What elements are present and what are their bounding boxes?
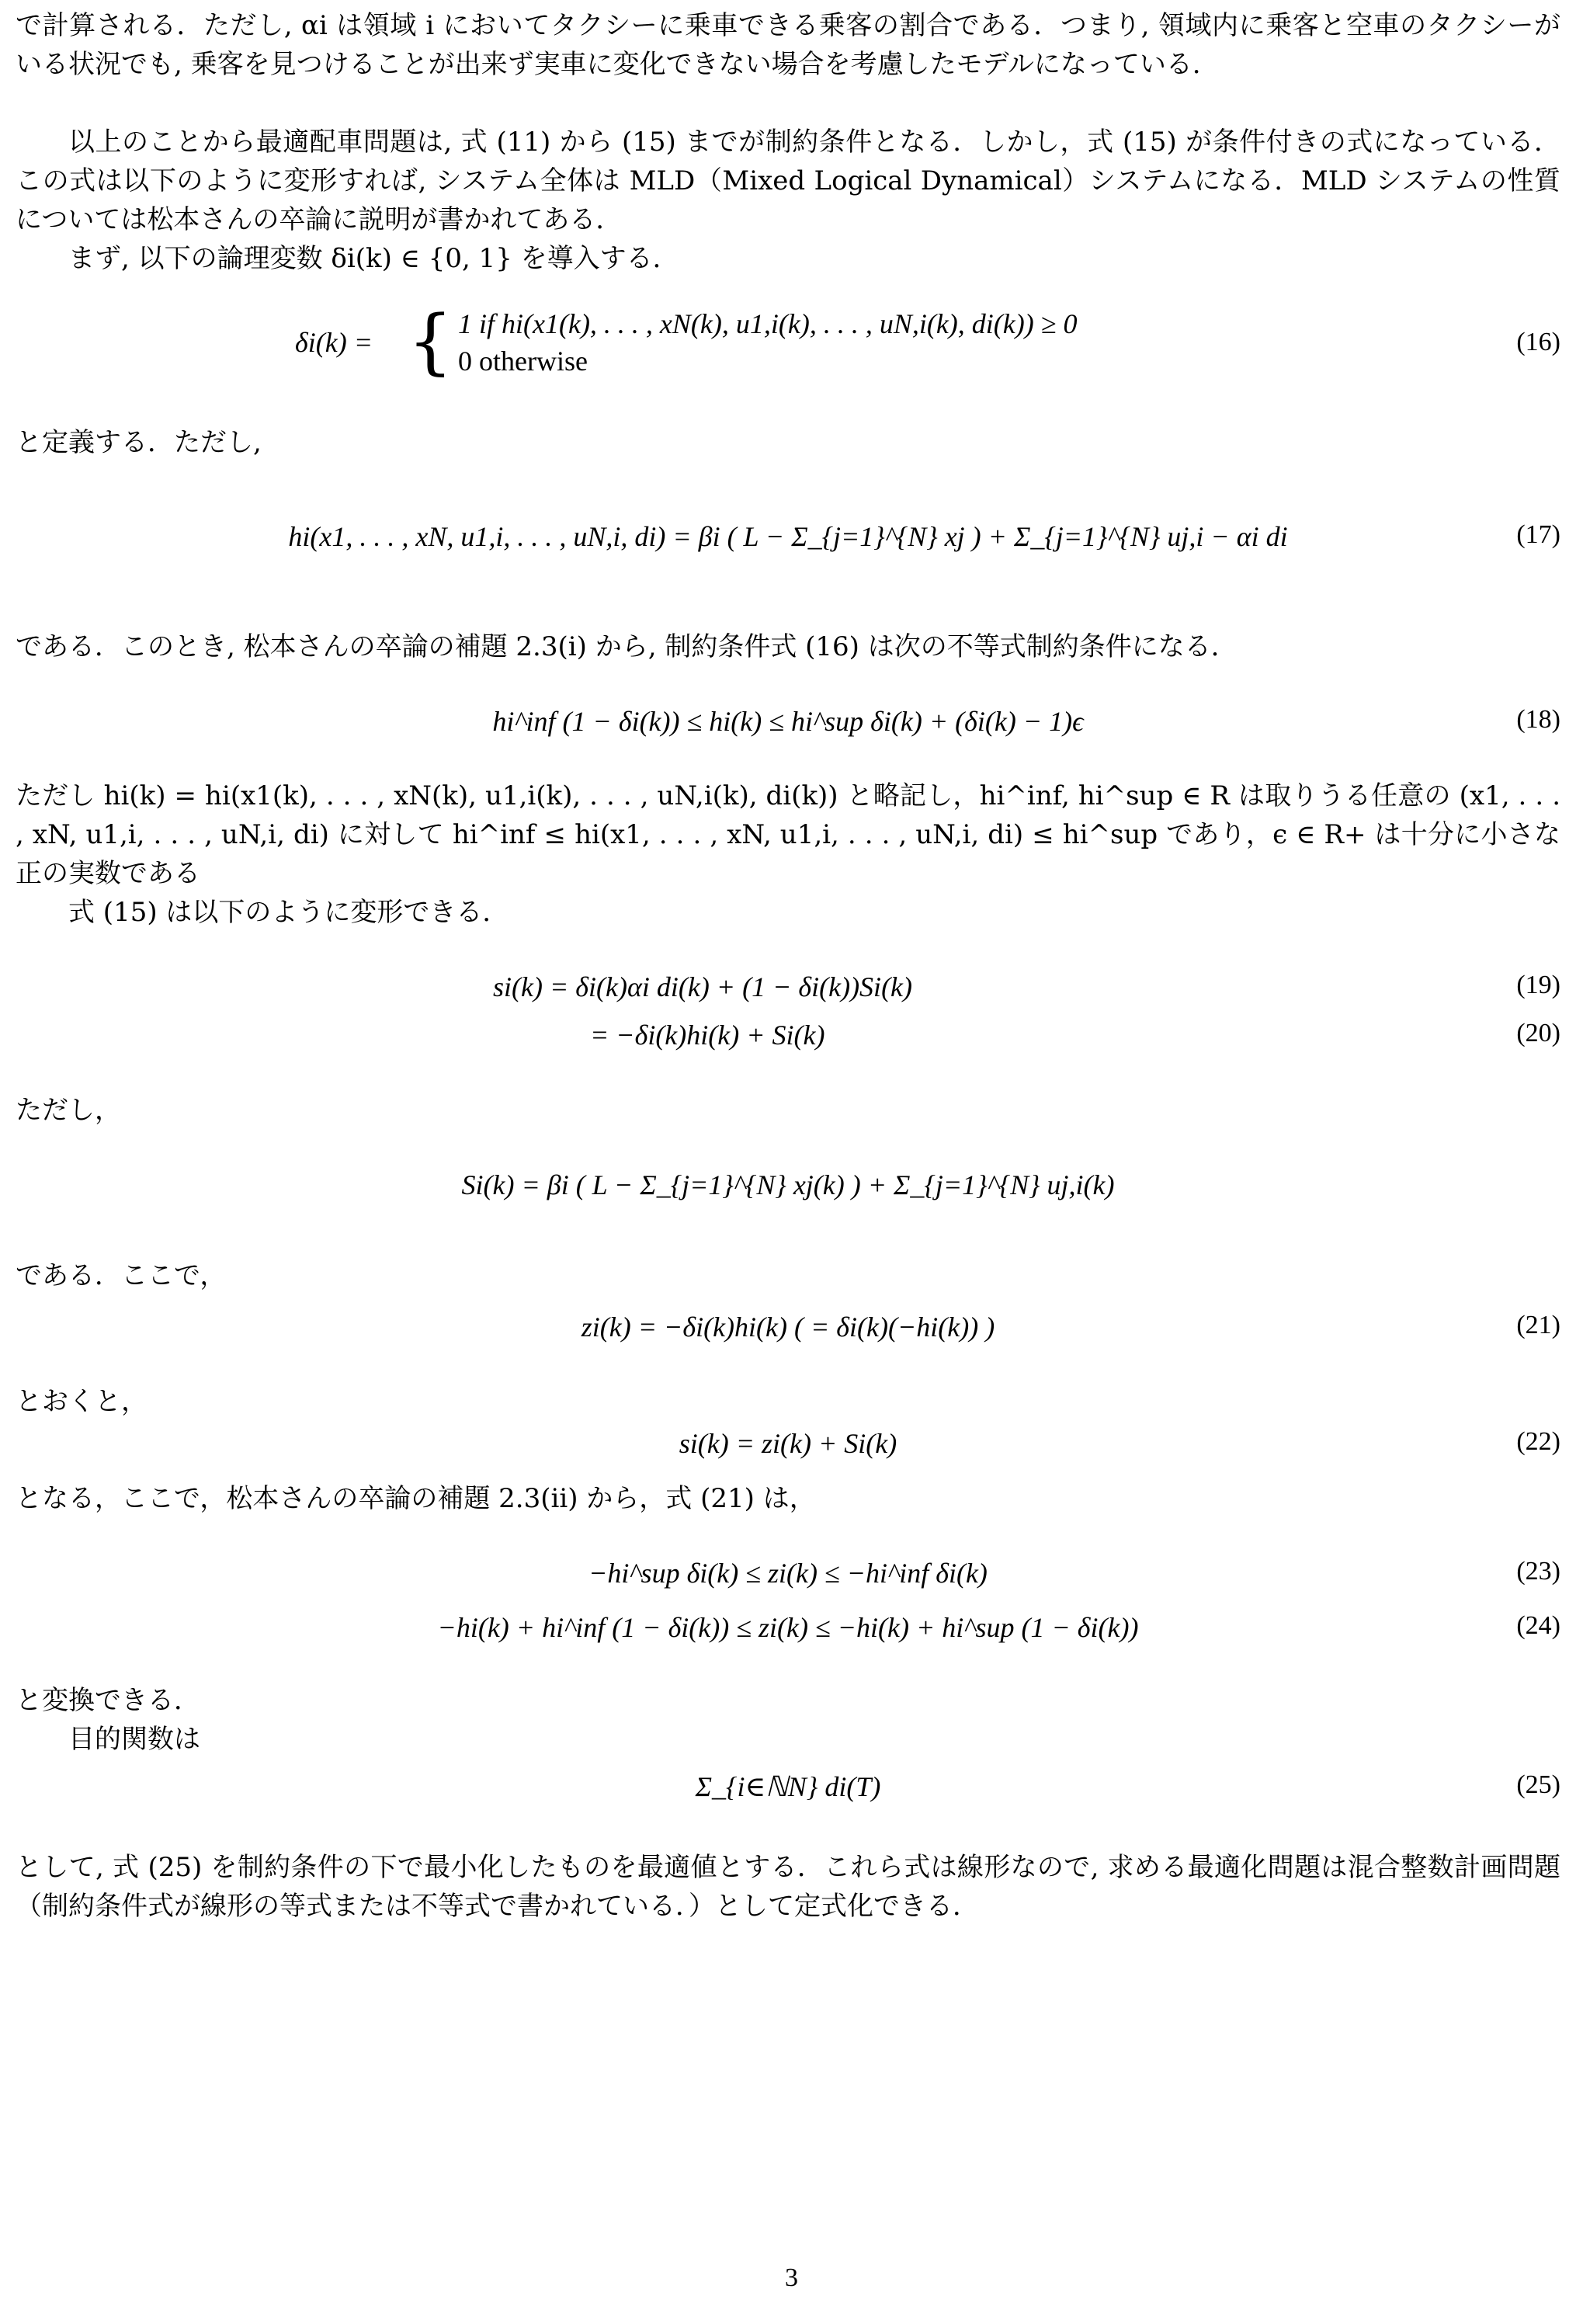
eq18-number: (18) xyxy=(1516,705,1560,734)
eq20-body: = −δi(k)hi(k) + Si(k) xyxy=(590,1020,825,1051)
equation-24 xyxy=(16,1611,1560,1658)
equation-23 xyxy=(16,1557,1560,1603)
eq16-brace: { xyxy=(408,300,453,383)
eq16-number: (16) xyxy=(1516,328,1560,356)
page-number: 3 xyxy=(785,2263,798,2292)
eq23-number: (23) xyxy=(1516,1557,1560,1586)
eq24-body: −hi(k) + hi^inf (1 − δi(k)) ≤ zi(k) ≤ −hi(k) + hi^sup (1 − δi(k)) xyxy=(437,1612,1139,1643)
eq25-body: Σ_{i∈ℕN} di(T) xyxy=(695,1771,881,1802)
eq18-body: hi^inf (1 − δi(k)) ≤ hi(k) ≤ hi^sup δi(k) + (δi(k) − 1)ϵ xyxy=(492,706,1084,737)
eq23-body: −hi^sup δi(k) ≤ zi(k) ≤ −hi^inf δi(k) xyxy=(588,1558,988,1589)
equation-S xyxy=(16,1161,1560,1223)
eq19-number: (19) xyxy=(1516,971,1560,999)
paragraph-koko-de: である．ここで， xyxy=(16,1260,227,1291)
eq25-number: (25) xyxy=(1516,1770,1560,1799)
paragraph-transform-15: 式 (15) は以下のように変形できる． xyxy=(68,897,509,928)
eq17-body: hi(x1, . . . , xN, u1,i, . . . , uN,i, di) = βi ( L − Σ_{j=1}^{N} xj ) + Σ_{j=1}^{N} uj,i − αi di xyxy=(288,521,1288,552)
paragraph-h-bounds: ただし hi(k) = hi(x1(k), . . . , xN(k), u1,i(k), . . . , uN,i(k), di(k)) と略記し，hi^inf, hi^sup ∈ R は取りうる任意の (x1, . . . , xN, u1,i, . . . , uN,i, di) に対して hi^inf ≤ hi(x1, . . . , xN, u1,i, . . . , uN,i, di) ≤ hi^sup であり，ϵ ∈ R+ は十分に小さな正の実数である xyxy=(16,780,1560,889)
eq24-number: (24) xyxy=(1516,1611,1560,1640)
paragraph-to-oku-to: とおくと， xyxy=(16,1386,148,1417)
paragraph-henkan: と変換できる． xyxy=(16,1685,200,1716)
eq22-number: (22) xyxy=(1516,1427,1560,1456)
eq16-lhs: δi(k) = xyxy=(295,327,373,358)
equation-19 xyxy=(16,971,1560,1017)
paragraph-tadashi: ただし， xyxy=(16,1095,121,1126)
eqS-body: Si(k) = βi ( L − Σ_{j=1}^{N} xj(k) ) + Σ_{j=1}^{N} uj,i(k) xyxy=(461,1169,1115,1200)
equation-22 xyxy=(16,1427,1560,1474)
paragraph-lemma-ii: となる，ここで，松本さんの卒論の補題 2.3(ii) から，式 (21) は， xyxy=(16,1483,816,1514)
equation-25 xyxy=(16,1763,1560,1825)
equation-21 xyxy=(16,1311,1560,1357)
eq20-number: (20) xyxy=(1516,1019,1560,1047)
eq21-number: (21) xyxy=(1516,1311,1560,1339)
eq16-case-2: 0 otherwise xyxy=(458,346,588,377)
eq22-body: si(k) = zi(k) + Si(k) xyxy=(679,1428,897,1459)
equation-16 xyxy=(16,300,1560,390)
paragraph-define-h: と定義する．ただし, xyxy=(16,427,262,458)
eq17-number: (17) xyxy=(1516,520,1560,549)
paragraph-constraints-intro: 以上のことから最適配車問題は, 式 (11) から (15) までが制約条件となる．しかし，式 (15) が条件付きの式になっている．この式は以下のように変形すれば, システム全体は MLD（Mixed Logical Dynamical）システムになる．MLD システムの性質については松本さんの卒論に説明が書かれてある． xyxy=(16,127,1560,235)
eq19-body: si(k) = δi(k)αi di(k) + (1 − δi(k))Si(k) xyxy=(493,971,913,1002)
paragraph-conclusion: として, 式 (25) を制約条件の下で最小化したものを最適値とする．これら式は線形なので, 求める最適化問題は混合整数計画問題（制約条件式が線形の等式または不等式で書かれている．）として定式化できる． xyxy=(16,1852,1560,1922)
equation-17 xyxy=(16,512,1560,575)
paragraph-lemma-i: である．このとき, 松本さんの卒論の補題 2.3(i) から, 制約条件式 (16) は次の不等式制約条件になる． xyxy=(16,631,1238,662)
equation-18 xyxy=(16,705,1560,752)
paragraph-logical-variable: まず, 以下の論理変数 δi(k) ∈ {0, 1} を導入する． xyxy=(68,243,679,274)
eq16-case-1: 1 if hi(x1(k), . . . , xN(k), u1,i(k), . . . , uN,i(k), di(k)) ≥ 0 xyxy=(458,308,1078,339)
equation-20 xyxy=(16,1019,1560,1065)
paper-page xyxy=(16,0,1560,2324)
paragraph-objective: 目的関数は xyxy=(68,1724,200,1755)
eq21-body: zi(k) = −δi(k)hi(k) ( = δi(k)(−hi(k)) ) xyxy=(581,1311,995,1343)
paragraph-alpha-definition: で計算される．ただし, αi は領域 i においてタクシーに乗車できる乗客の割合である．つまり, 領域内に乗客と空車のタクシーがいる状況でも, 乗客を見つけることが出来ず実車に変化できない場合を考慮したモデルになっている． xyxy=(16,10,1560,80)
